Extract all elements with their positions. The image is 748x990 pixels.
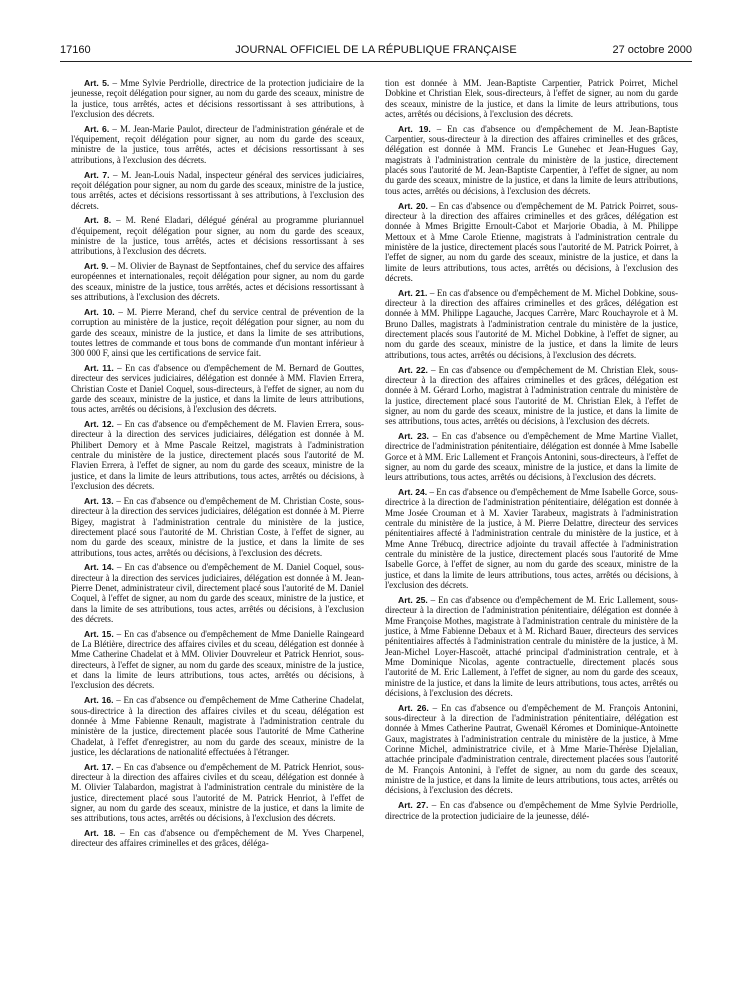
article-paragraph: [385, 365, 678, 427]
article-paragraph: [71, 562, 364, 624]
article-label: Art. 12.: [84, 419, 114, 430]
article-label: Art. 8.: [84, 215, 112, 226]
article-text: – M. Jean-Louis Nadal, inspecteur général des services judiciaires, reçoit délégation pour signer, au nom du garde des sceaux, ministre de la justice, tous arrêtés, actes et décisions ressortissant à ses attributions, à l'exclusion des décrets.: [71, 169, 364, 211]
article-text: – En cas d'absence ou d'empêchement de M. Yves Charpenel, directeur des affaires criminelles et des grâces, déléga-: [71, 828, 364, 849]
article-text: – En cas d'absence ou d'empêchement de M. Daniel Coquel, sous-directeur à la direction des services judiciaires, délégation est donnée à M. Jean-Pierre Denet, administrateur civil, directement placé sous l'autorité de M. Daniel Coquel, à l'effet de signer, au nom du garde des sceaux, ministre de la justice, et dans la limite de ses attributions, tous actes, arrêtés ou décisions, à l'exclusion des décrets.: [71, 562, 364, 625]
article-text: – En cas d'absence ou d'empêchement de Mme Sylvie Perdriolle, directrice de la protection judiciaire de la jeunesse, délé-: [385, 800, 678, 821]
article-paragraph: [71, 828, 364, 849]
article-text: – En cas d'absence ou d'empêchement de M. Michel Dobkine, sous-directeur à la direction des affaires criminelles et des grâces, délégation est donnée à MM. Philippe Lagauche, Jacques Carrère, Marc Rouchayrole et à M. Bruno Dalles, magistrats à l'administration centrale du ministère de la justice, directement placés sous l'autorité de M. Michel Dobkine, à l'effet de signer, au nom du garde des sceaux, ministre de la justice, et dans la limite de leurs attributions, tous actes, arrêtés ou décisions, à l'exclusion des décrets.: [385, 287, 678, 360]
article-text: – En cas d'absence ou d'empêchement de Mme Isabelle Gorce, sous-directrice à la direction de l'administration pénitentiaire, délégation est donnée à Mme Josée Crouman et à M. Xavier Tarabeux, magistrats à l'administration centrale du ministère de la justice, à M. Pierre Delattre, directeur des services pénitentiaires affecté à l'administration centrale du ministère de la justice, et à Mme Anne Trébucq, directrice adjointe du travail affectée à l'administration centrale du ministère de la justice, directement placés sous l'autorité de Mme Isabelle Gorce, à l'effet de signer, au nom du garde des sceaux, ministre de la justice, et dans la limite de leurs attributions, tous actes, arrêtés ou décisions, à l'exclusion des décrets.: [385, 487, 678, 591]
article-text: – M. Pierre Merand, chef du service central de prévention de la corruption au ministère de la justice, reçoit délégation pour signer, au nom du garde des sceaux, ministre de la justice, et dans la limite de ses attributions, toutes lettres de commande et tous bons de commande d'un montant inférieur à 300 000 F, ainsi que les certifications de service fait.: [71, 306, 364, 359]
article-text: – En cas d'absence ou d'empêchement de M. Eric Lallement, sous-directeur à la direction de l'administration pénitentiaire, délégation est donnée à Mme Françoise Mothes, magistrate à l'administration centrale du ministère de la justice, à Mme Fabienne Debaux et à M. Richard Bauer, directeurs des services pénitentiaires affectés à l'administration centrale du ministère de la justice, à M. Jean-Michel Loyer-Hascoët, attaché principal d'administration centrale, et à Mme Dominique Nicolas, agente contractuelle, directement placés sous l'autorité de M. Eric Lallement, à l'effet de signer, au nom du garde des sceaux, ministre de la justice, et dans la limite de leurs attributions, tous actes, arrêtés ou décisions, à l'exclusion des décrets.: [385, 594, 678, 698]
article-paragraph: [385, 124, 678, 196]
article-label: Art. 26.: [398, 702, 429, 713]
page-header: [60, 44, 692, 60]
article-paragraph: [71, 78, 364, 119]
article-label: Art. 5.: [84, 78, 110, 88]
article-text: – En cas d'absence ou d'empêchement de M. Christian Elek, sous-directeur à la direction des affaires criminelles et des grâces, délégation est donnée à M. Gérard Lorho, magistrat à l'administration centrale du ministère de la justice, directement placé sous l'autorité de M. Christian Elek, à l'effet de signer, au nom du garde des sceaux, ministre de la justice, et dans la limite de ses attributions, tous actes, arrêtés ou décisions, à l'exclusion des décrets.: [385, 364, 678, 427]
article-text: – En cas d'absence ou d'empêchement de M. Jean-Baptiste Carpentier, sous-directeur à la direction des affaires criminelles et des grâces, délégation est donnée à MM. Francis Le Gunehec et Jean-Hugues Gay, magistrats à l'administration centrale du ministère de la justice, directement placés sous l'autorité de M. Jean-Baptiste Carpentier, à l'effet de signer, au nom du garde des sceaux, ministre de la justice, et dans la limite de leurs attributions, tous actes, arrêtés ou décisions, à l'exclusion des décrets.: [385, 123, 678, 196]
article-label: Art. 15.: [84, 628, 114, 639]
article-label: Art. 6.: [84, 123, 110, 134]
article-text: – En cas d'absence ou d'empêchement de M. Patrick Henriot, sous-directeur à la direction des affaires civiles et du sceau, délégation est donnée à M. Olivier Talabardon, magistrat à l'administration centrale du ministère de la justice, directement placé sous l'autorité de M. Patrick Henriot, à l'effet de signer, au nom du garde des sceaux, ministre de la justice, et dans la limite de ses attributions, tous actes, arrêtés ou décisions, à l'exclusion des décrets.: [71, 761, 364, 824]
article-text: – Mme Sylvie Perdriolle, directrice de la protection judiciaire de la jeunesse, reçoit délégation pour signer, au nom du garde des sceaux, ministre de la justice, tous arrêtés, actes et décisions ressortissant à ses attributions, à l'exclusion des décrets.: [71, 78, 365, 120]
journal-title: JOURNAL OFFICIEL DE LA RÉPUBLIQUE FRANÇAISE: [235, 44, 517, 56]
article-label: Art. 16.: [84, 695, 114, 706]
article-text: – En cas d'absence ou d'empêchement de M. Bernard de Gouttes, directeur des services judiciaires, délégation est donnée à MM. Flavien Errera, Christian Coste et Daniel Coquel, sous-directeurs, à l'effet de signer, au nom du garde des sceaux, ministre de la justice, et dans la limite de leurs attributions, tous actes, arrêtés ou décisions, à l'exclusion des décrets.: [71, 362, 364, 415]
article-label: Art. 22.: [398, 364, 428, 375]
article-label: Art. 7.: [84, 169, 110, 180]
article-label: Art. 18.: [84, 828, 116, 839]
article-label: Art. 19.: [398, 123, 431, 134]
article-paragraph: [71, 215, 364, 256]
article-paragraph: [71, 496, 364, 558]
article-paragraph: [385, 800, 678, 821]
article-paragraph: [71, 363, 364, 415]
article-text: – En cas d'absence ou d'empêchement de M. Patrick Poirret, sous-directeur à la direction des affaires criminelles et des grâces, délégation est donnée à Mmes Brigitte Ernoult-Cabot et Marjorie Obadia, à M. Philippe Mettoux et à Mme Carole Etienne, magistrats à l'administration centrale du ministère de la justice, directement placés sous l'autorité de M. Patrick Poirret, à l'effet de signer, au nom du garde des sceaux, ministre de la justice, et dans la limite de leurs attributions, tous actes, arrêtés ou décisions, à l'exclusion des décrets.: [385, 200, 678, 283]
article-label: Art. 11.: [84, 362, 114, 373]
article-paragraph: [385, 487, 678, 590]
article-text: – En cas d'absence ou d'empêchement de M. Flavien Errera, sous-directeur à la direction des services judiciaires, délégation est donnée à M. Philibert Demory et à Mme Pascale Reitzel, magistrats à l'administration centrale du ministère de la justice, directement placés sous l'autorité de M. Flavien Errera, à l'effet de signer, au nom du garde des sceaux, ministre de la justice, et dans la limite de leurs attributions, tous actes, arrêtés ou décisions, à l'exclusion des décrets.: [71, 419, 364, 492]
continued-paragraph: tion est donnée à MM. Jean-Baptiste Carpentier, Patrick Poirret, Michel Dobkine et Christian Elek, sous-directeurs, à l'effet de signer, au nom du garde des sceaux, ministre de la justice, et dans la limite de leurs attributions, tous actes, arrêtés ou décisions, à l'exclusion des décrets.: [385, 78, 678, 120]
article-label: Art. 20.: [398, 200, 428, 211]
article-text: – En cas d'absence ou d'empêchement de Mme Martine Viallet, directrice de l'administration pénitentiaire, délégation est donnée à Mme Isabelle Gorce et à MM. Eric Lallement et François Antonini, sous-directeurs, à l'effet de signer, au nom du garde des sceaux, ministre de la justice, et dans la limite de leurs attributions, tous actes, arrêtés ou décisions, à l'exclusion des décrets.: [385, 430, 678, 483]
article-label: Art. 25.: [398, 594, 428, 605]
article-text: – En cas d'absence ou d'empêchement de M. Christian Coste, sous-directeur à la direction des services judiciaires, délégation est donnée à M. Pierre Bigey, magistrat à l'administration centrale du ministère de la justice, directement placé sous l'autorité de M. Christian Coste, à l'effet de signer, au nom du garde des sceaux, ministre de la justice, et dans la limite de ses attributions, tous actes, arrêtés ou décisions, à l'exclusion des décrets.: [71, 495, 364, 558]
article-paragraph: [71, 124, 364, 165]
article-paragraph: [385, 288, 678, 360]
publication-date: 27 octobre 2000: [612, 44, 692, 56]
article-text: – En cas d'absence ou d'empêchement de Mme Danielle Raingeard de La Blétière, directrice des affaires civiles et du sceau, délégation est donnée à Mme Catherine Chadelat et à MM. Olivier Douvreleur et Patrick Henriot, sous-directeurs, à l'effet de signer, au nom du garde des sceaux, ministre de la justice, et dans la limite de leurs attributions, tous actes, arrêtés ou décisions, à l'exclusion des décrets.: [71, 628, 365, 691]
article-label: Art. 27.: [398, 800, 429, 811]
article-text: – M. Olivier de Baynast de Septfontaines, chef du service des affaires européennes et internationales, reçoit délégation pour signer, au nom du garde des sceaux, ministre de la justice, tous arrêtés, actes et décisions ressortissant à ses attributions, à l'exclusion des décrets.: [71, 261, 364, 303]
page-number: 17160: [60, 44, 91, 56]
article-paragraph: [71, 170, 364, 211]
article-label: Art. 24.: [398, 487, 428, 498]
article-label: Art. 9.: [84, 261, 109, 272]
article-label: Art. 23.: [398, 430, 429, 441]
article-text: – En cas d'absence ou d'empêchement de Mme Catherine Chadelat, sous-directrice à la direction des affaires civiles et du sceau, délégation est donnée à Mme Fabienne Renault, magistrate à l'administration centrale du ministère de la justice, directement placée sous l'autorité de Mme Catherine Chadelat, à l'effet d'enregistrer, au nom du garde des sceaux, ministre de la justice, les déclarations de nationalité effectuées à l'étranger.: [71, 695, 364, 757]
article-text: – M. Jean-Marie Paulot, directeur de l'administration générale et de l'équipement, reçoit délégation pour signer, au nom du garde des sceaux, ministre de la justice, tous arrêtés, actes et décisions ressortissant à ses attributions, à l'exclusion des décrets.: [71, 123, 364, 165]
article-paragraph: [71, 419, 364, 491]
article-paragraph: [71, 261, 364, 302]
article-label: Art. 17.: [84, 761, 114, 772]
article-label: Art. 10.: [84, 306, 115, 317]
article-label: Art. 14.: [84, 562, 114, 573]
article-paragraph: [71, 762, 364, 824]
article-label: Art. 21.: [398, 287, 428, 298]
article-paragraph: [71, 695, 364, 757]
article-text: – En cas d'absence ou d'empêchement de M. François Antonini, sous-directeur à la direction de l'administration pénitentiaire, délégation est donnée à Mmes Catherine Pautrat, Gwenaël Kéromes et Dominique-Antoinette Gaux, magistrates à l'administration centrale du ministère de la justice, à Mme Corinne Michel, administratrice civile, et à Mme Marie-Thérèse Djelalian, attachée principale d'administration centrale, directement placées sous l'autorité de M. François Antonini, à l'effet de signer, au nom du garde des sceaux, ministre de la justice, et dans la limite de leurs attributions, tous actes, arrêtés ou décisions, à l'exclusion des décrets.: [385, 702, 678, 796]
article-label: Art. 13.: [84, 495, 114, 506]
article-paragraph: [71, 629, 364, 691]
article-paragraph: [385, 595, 678, 698]
article-paragraph: [385, 431, 678, 483]
left-column: [71, 78, 364, 853]
article-paragraph: [385, 201, 678, 284]
article-paragraph: [71, 307, 364, 359]
article-text: – M. René Eladari, délégué général au programme pluriannuel d'équipement, reçoit délégation pour signer, au nom du garde des sceaux, ministre de la justice, tous arrêtés, actes et décisions ressortissant à ses attributions, à l'exclusion des décrets.: [71, 215, 364, 257]
article-paragraph: [385, 703, 678, 796]
right-column: [385, 78, 678, 825]
header-rule: [60, 61, 692, 62]
